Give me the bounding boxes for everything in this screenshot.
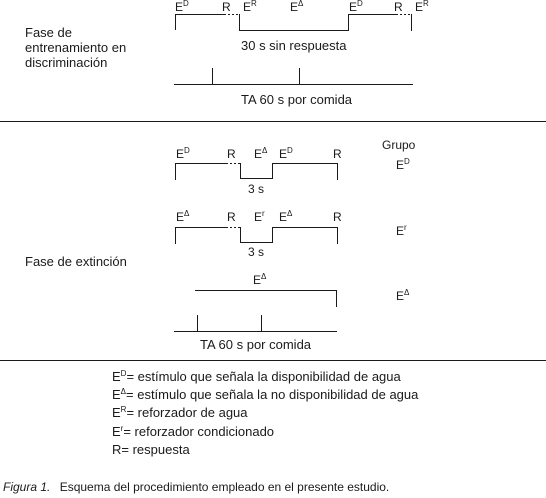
extinction-row3-timeline xyxy=(195,290,337,307)
figure-caption xyxy=(3,481,389,493)
extinction-row3-event: $E^\Delta$ xyxy=(253,272,267,287)
extinction-row2-timeline xyxy=(175,227,338,244)
extinction-row2-event: R xyxy=(333,210,342,224)
training-event-ed: $E^D$ xyxy=(349,0,363,14)
legend-item-er: $E^R=$ reforzador de agua xyxy=(112,405,248,420)
caption-label: Figura 1. xyxy=(3,480,51,494)
legend-item-response: R= respuesta xyxy=(112,442,190,457)
training-event-edelta: $E^\Delta$ xyxy=(290,0,304,14)
legend-item-ed: $E^D=$ estímulo que señala la disponibilidad de agua xyxy=(112,369,401,384)
training-phase-label-line: Fase de xyxy=(25,25,72,40)
extinction-row2-event: $E^r$ xyxy=(254,209,265,224)
legend-item-edelta: $E^\Delta=$ estímulo que señala la no disponibilidad de agua xyxy=(112,387,419,402)
training-phase-label-line: entrenamiento en xyxy=(25,40,127,55)
extinction-ta-label: TA 60 s por comida xyxy=(200,337,312,352)
training-event-r: R xyxy=(222,0,231,14)
training-phase-label-line: discriminación xyxy=(25,55,108,70)
extinction-row2-event: R xyxy=(227,210,236,224)
group-er-label: $E^r$ xyxy=(396,223,407,238)
group-ed-label: $E^D$ xyxy=(396,157,410,172)
training-interval-label: 30 s sin respuesta xyxy=(241,38,347,53)
group-header: Grupo xyxy=(382,138,416,152)
extinction-row2-interval: 3 s xyxy=(248,245,265,259)
extinction-row1-event: R xyxy=(227,147,236,161)
training-ta-line xyxy=(174,68,413,85)
training-event-ed: $E^D$ xyxy=(175,0,189,14)
extinction-row1-timeline xyxy=(175,163,338,180)
training-event-r: R xyxy=(394,0,403,14)
training-timeline xyxy=(175,14,412,31)
extinction-row1-event: $E^D$ xyxy=(279,146,293,161)
training-event-er: $E^R$ xyxy=(243,0,257,14)
extinction-row2-event: $E^\Delta$ xyxy=(279,209,293,224)
group-edelta-label: $E^\Delta$ xyxy=(396,288,410,303)
extinction-row2-event: $E^\Delta$ xyxy=(176,209,190,224)
extinction-row1-event: $E^D$ xyxy=(176,146,190,161)
extinction-row1-event: R xyxy=(333,147,342,161)
extinction-row1-event: $E^\Delta$ xyxy=(254,146,268,161)
extinction-phase-label: Fase de extinción xyxy=(25,254,127,269)
training-event-er: $E^R$ xyxy=(415,0,429,14)
extinction-row1-interval: 3 s xyxy=(248,182,265,196)
legend-item-conditioned: $E^r=$ reforzador condicionado xyxy=(112,424,275,439)
extinction-ta-line xyxy=(174,315,337,332)
caption-text: Esquema del procedimiento empleado en el presente estudio. xyxy=(59,480,390,494)
training-phase-label xyxy=(25,25,126,70)
training-ta-label: TA 60 s por comida xyxy=(241,92,353,107)
